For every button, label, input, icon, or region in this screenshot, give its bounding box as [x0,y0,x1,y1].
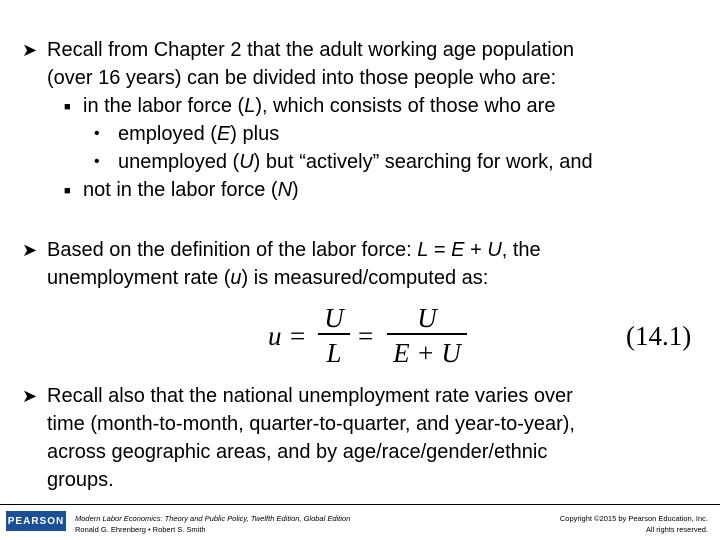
bullet-3-line-1: Recall also that the national unemployment rate varies over [47,385,573,407]
footer-rights-line: All rights reserved. [645,525,708,534]
pearson-logo: PEARSON [6,511,66,531]
footer-authors: Ronald G. Ehrenberg • Robert S. Smith [75,525,206,534]
footer-book-title: Modern Labor Economics: Theory and Public Policy, Twelfth Edition, Global Edition [75,514,351,523]
sub-bullet-not-labor-force: not in the labor force (N) [83,179,299,201]
equation-equals-2: = [358,321,374,351]
equation-lhs: u = [268,321,307,351]
sub-bullet-labor-force: in the labor force (L), which consists of those who are [83,95,556,117]
arrow-bullet-icon: ➤ [22,386,38,406]
bullet-2-line-2: unemployment rate (u) is measured/computed as: [47,267,489,289]
fraction-bar-1 [318,333,350,335]
dot-bullet-icon: • [94,125,100,142]
equation-denominator-2: E + U [393,338,461,368]
equation-numerator-1: U [324,303,344,333]
equation-numerator-2: U [417,303,437,333]
bullet-3-line-2: time (month-to-month, quarter-to-quarter, and year-to-year), [47,413,575,435]
sub-sub-bullet-employed: employed (E) plus [118,123,280,145]
footer-copyright [560,513,708,535]
bullet-1-line-1: Recall from Chapter 2 that the adult working age population [47,39,574,61]
footer-book-info [75,513,350,535]
bullet-3-line-4: groups. [47,469,114,491]
square-bullet-icon: ■ [64,101,71,113]
equation-denominator-1: L [326,338,342,368]
footer-copyright-line: Copyright ©2015 by Pearson Education, Inc. [559,514,708,523]
bullet-3-line-3: across geographic areas, and by age/race/gender/ethnic [47,441,548,463]
square-bullet-icon: ■ [64,185,71,197]
footer-divider [0,504,720,505]
arrow-bullet-icon: ➤ [22,40,38,60]
fraction-bar-2 [387,333,467,335]
bullet-1-line-2: (over 16 years) can be divided into those people who are: [47,67,557,89]
equation-number: (14.1) [626,321,692,351]
arrow-bullet-icon: ➤ [22,240,38,260]
sub-sub-bullet-unemployed: unemployed (U) but “actively” searching for work, and [118,151,593,173]
dot-bullet-icon: • [94,153,100,170]
bullet-2-line-1: Based on the definition of the labor force: L = E + U, the [47,239,541,261]
